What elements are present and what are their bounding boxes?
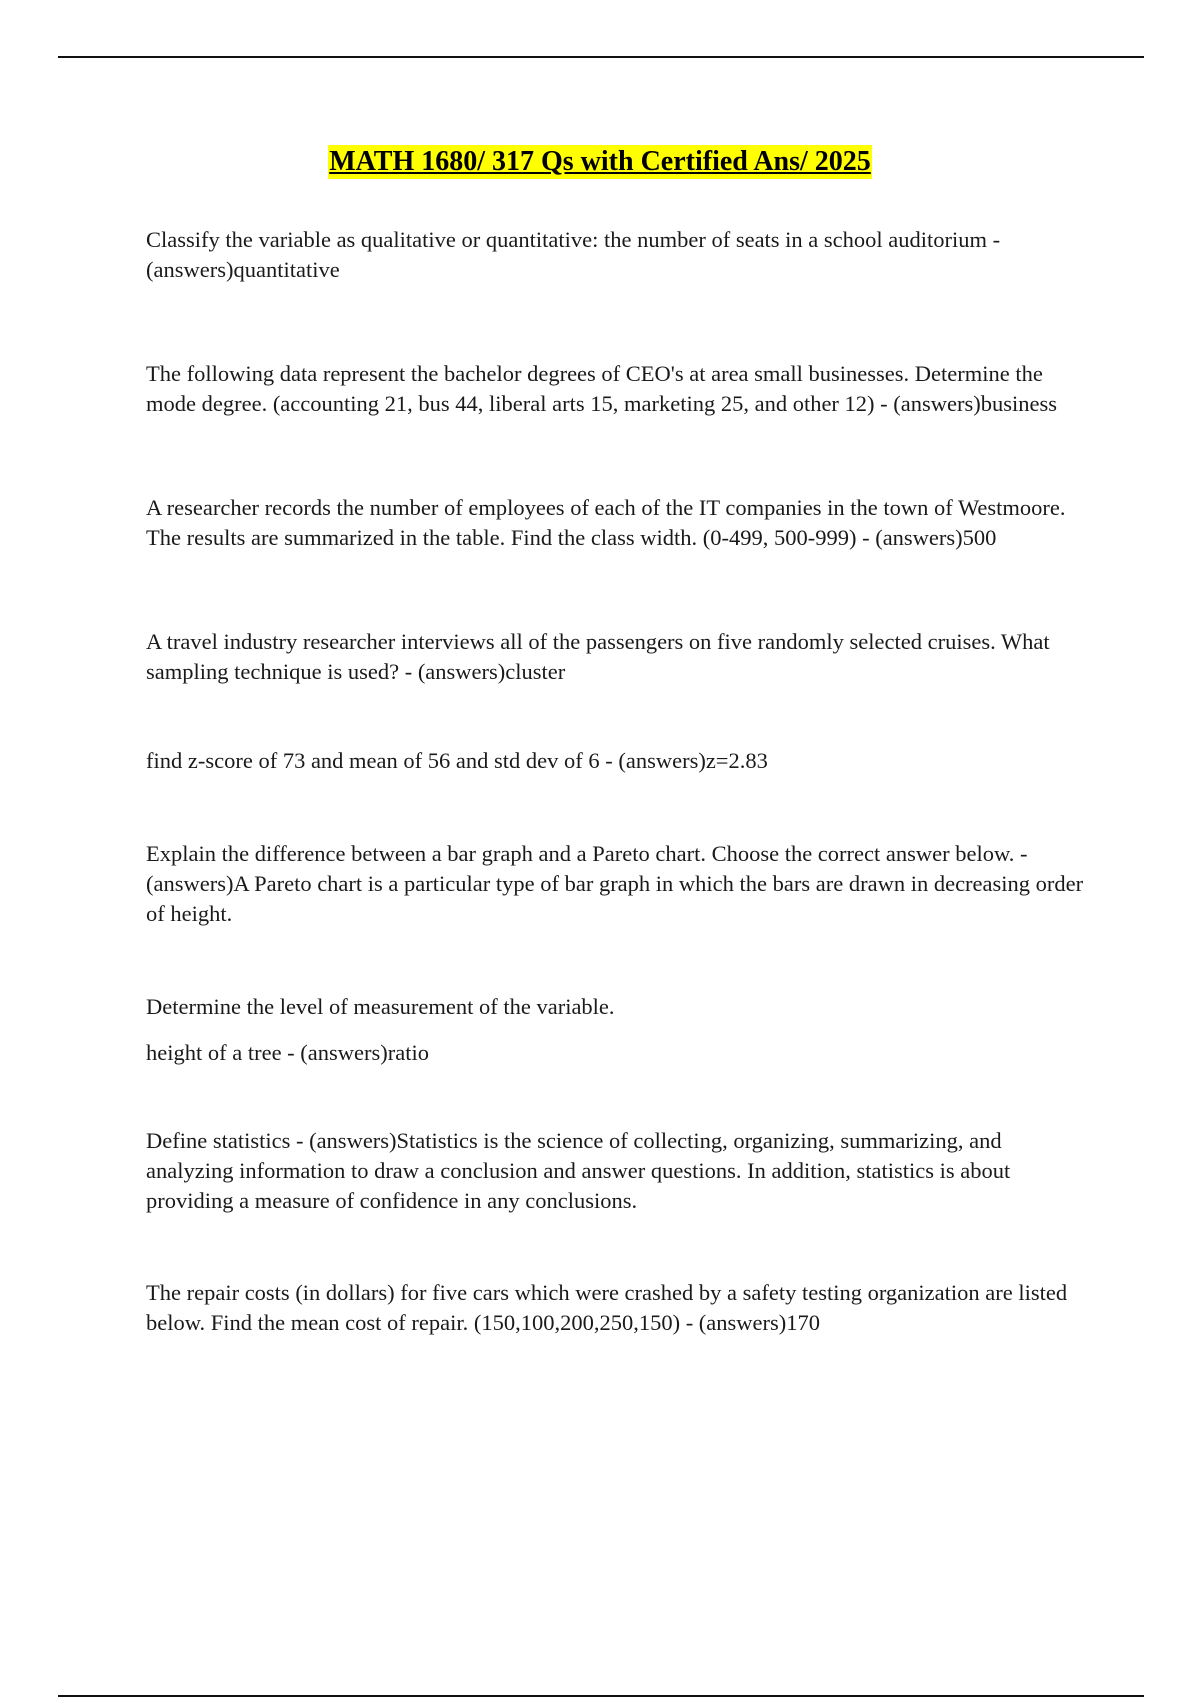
qa-item [146,225,1090,285]
qa-item [146,359,1090,419]
qa-item [146,627,1090,687]
document-body [146,225,1090,1338]
qa-text: A researcher records the number of employees of each of the IT companies in the town of Westmoore. The results are summarized in the table. Find the class width. (0-499, 500-999) - (answers)500 [146,495,1066,550]
qa-text: Classify the variable as qualitative or quantitative: the number of seats in a school auditorium - (answers)quantitative [146,227,1001,282]
qa-text: The repair costs (in dollars) for five cars which were crashed by a safety testing organization are listed below. Find the mean cost of repair. (150,100,200,250,150) - (answers)170 [146,1280,1068,1335]
qa-item [146,1126,1090,1216]
qa-item [146,1278,1090,1338]
bottom-rule [58,1695,1144,1697]
qa-text: A travel industry researcher interviews all of the passengers on five randomly selected cruises. What sampling technique is used? - (answers)cluster [146,629,1050,684]
top-rule [58,56,1144,58]
title-container [0,145,1200,179]
qa-text: Explain the difference between a bar graph and a Pareto chart. Choose the correct answer below. - (answers)A Pareto chart is a particular type of bar graph in which the bars are drawn in decreasing order of height. [146,841,1084,926]
document-title: MATH 1680/ 317 Qs with Certified Ans/ 2025 [329,146,871,177]
qa-text: The following data represent the bachelor degrees of CEO's at area small businesses. Determine the mode degree. (accounting 21, bus 44, liberal arts 15, marketing 25, and other 12) - (answers)business [146,361,1057,416]
qa-answer-line: height of a tree - (answers)ratio [146,1040,429,1065]
qa-text: Define statistics - (answers)Statistics is the science of collecting, organizing, summarizing, and analyzing information to draw a conclusion and answer questions. In addition, statistics is about providing a measure of confidence in any conclusions. [146,1128,1011,1213]
qa-item [146,746,1090,776]
qa-item [146,839,1090,929]
qa-item [146,992,1090,1068]
qa-item [146,493,1090,553]
qa-text: find z-score of 73 and mean of 56 and std dev of 6 - (answers)z=2.83 [146,748,768,773]
qa-question-line: Determine the level of measurement of the variable. [146,994,615,1019]
